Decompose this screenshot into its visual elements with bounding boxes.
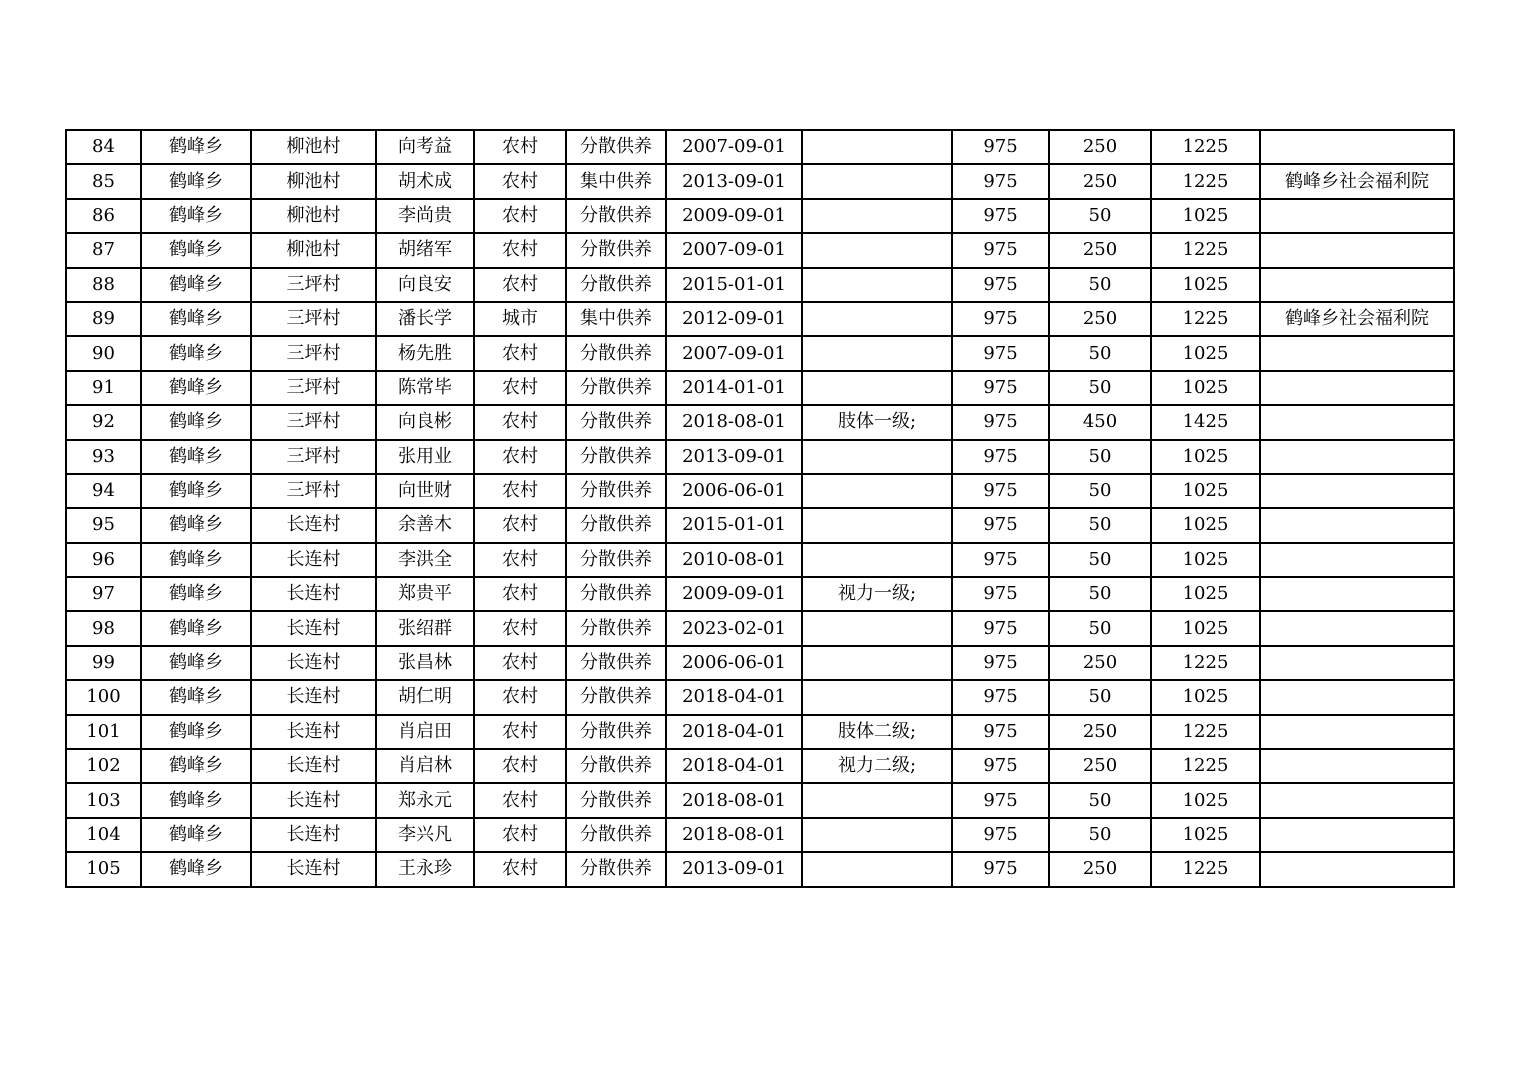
- care-amount-cell: 50: [1049, 371, 1151, 405]
- disability-cell: 视力一级;: [802, 577, 952, 611]
- township-cell: 鹤峰乡: [141, 440, 251, 474]
- village-cell: 三坪村: [251, 371, 376, 405]
- township-cell: 鹤峰乡: [141, 268, 251, 302]
- row-index-cell: 103: [66, 783, 141, 817]
- household-type-cell: 农村: [474, 783, 566, 817]
- name-cell: 张用业: [376, 440, 474, 474]
- care-amount-cell: 50: [1049, 199, 1151, 233]
- basic-amount-cell: 975: [952, 543, 1049, 577]
- institution-cell: [1260, 715, 1454, 749]
- household-type-cell: 农村: [474, 577, 566, 611]
- name-cell: 胡术成: [376, 164, 474, 198]
- total-amount-cell: 1225: [1151, 852, 1260, 886]
- basic-amount-cell: 975: [952, 199, 1049, 233]
- table-row: [66, 543, 1454, 577]
- table-row: [66, 577, 1454, 611]
- township-cell: 鹤峰乡: [141, 783, 251, 817]
- name-cell: 李兴凡: [376, 818, 474, 852]
- table-row: [66, 302, 1454, 336]
- care-amount-cell: 50: [1049, 440, 1151, 474]
- name-cell: 向良安: [376, 268, 474, 302]
- roster-sheet: [65, 129, 1455, 888]
- table-row: [66, 371, 1454, 405]
- care-amount-cell: 250: [1049, 130, 1151, 164]
- village-cell: 长连村: [251, 818, 376, 852]
- village-cell: 柳池村: [251, 233, 376, 267]
- row-index-cell: 105: [66, 852, 141, 886]
- household-type-cell: 农村: [474, 749, 566, 783]
- table-row: [66, 405, 1454, 439]
- disability-cell: [802, 268, 952, 302]
- name-cell: 胡绪军: [376, 233, 474, 267]
- total-amount-cell: 1225: [1151, 233, 1260, 267]
- village-cell: 三坪村: [251, 474, 376, 508]
- disability-cell: [802, 371, 952, 405]
- care-amount-cell: 50: [1049, 577, 1151, 611]
- township-cell: 鹤峰乡: [141, 646, 251, 680]
- household-type-cell: 城市: [474, 302, 566, 336]
- row-index-cell: 94: [66, 474, 141, 508]
- support-type-cell: 分散供养: [566, 440, 666, 474]
- household-type-cell: 农村: [474, 715, 566, 749]
- township-cell: 鹤峰乡: [141, 680, 251, 714]
- total-amount-cell: 1025: [1151, 783, 1260, 817]
- row-index-cell: 93: [66, 440, 141, 474]
- row-index-cell: 102: [66, 749, 141, 783]
- total-amount-cell: 1025: [1151, 818, 1260, 852]
- care-amount-cell: 50: [1049, 543, 1151, 577]
- basic-amount-cell: 975: [952, 440, 1049, 474]
- name-cell: 郑永元: [376, 783, 474, 817]
- disability-cell: [802, 130, 952, 164]
- total-amount-cell: 1025: [1151, 680, 1260, 714]
- table-row: [66, 611, 1454, 645]
- disability-cell: [802, 543, 952, 577]
- care-amount-cell: 250: [1049, 302, 1151, 336]
- support-type-cell: 分散供养: [566, 268, 666, 302]
- start-date-cell: 2009-09-01: [666, 199, 802, 233]
- table-row: [66, 233, 1454, 267]
- row-index-cell: 89: [66, 302, 141, 336]
- village-cell: 长连村: [251, 680, 376, 714]
- row-index-cell: 91: [66, 371, 141, 405]
- start-date-cell: 2010-08-01: [666, 543, 802, 577]
- disability-cell: [802, 302, 952, 336]
- care-amount-cell: 250: [1049, 715, 1151, 749]
- disability-cell: [802, 474, 952, 508]
- household-type-cell: 农村: [474, 233, 566, 267]
- start-date-cell: 2009-09-01: [666, 577, 802, 611]
- township-cell: 鹤峰乡: [141, 371, 251, 405]
- institution-cell: [1260, 268, 1454, 302]
- care-amount-cell: 250: [1049, 233, 1151, 267]
- household-type-cell: 农村: [474, 405, 566, 439]
- table-row: [66, 130, 1454, 164]
- roster-table: [65, 129, 1455, 888]
- basic-amount-cell: 975: [952, 611, 1049, 645]
- township-cell: 鹤峰乡: [141, 852, 251, 886]
- basic-amount-cell: 975: [952, 405, 1049, 439]
- basic-amount-cell: 975: [952, 130, 1049, 164]
- name-cell: 向世财: [376, 474, 474, 508]
- disability-cell: [802, 233, 952, 267]
- start-date-cell: 2018-04-01: [666, 715, 802, 749]
- name-cell: 张绍群: [376, 611, 474, 645]
- basic-amount-cell: 975: [952, 749, 1049, 783]
- village-cell: 三坪村: [251, 405, 376, 439]
- start-date-cell: 2006-06-01: [666, 474, 802, 508]
- total-amount-cell: 1025: [1151, 577, 1260, 611]
- township-cell: 鹤峰乡: [141, 199, 251, 233]
- support-type-cell: 分散供养: [566, 336, 666, 370]
- household-type-cell: 农村: [474, 268, 566, 302]
- start-date-cell: 2015-01-01: [666, 508, 802, 542]
- start-date-cell: 2018-04-01: [666, 680, 802, 714]
- disability-cell: 肢体一级;: [802, 405, 952, 439]
- name-cell: 向考益: [376, 130, 474, 164]
- total-amount-cell: 1225: [1151, 715, 1260, 749]
- township-cell: 鹤峰乡: [141, 543, 251, 577]
- table-row: [66, 164, 1454, 198]
- start-date-cell: 2006-06-01: [666, 646, 802, 680]
- name-cell: 杨先胜: [376, 336, 474, 370]
- institution-cell: [1260, 336, 1454, 370]
- table-row: [66, 336, 1454, 370]
- row-index-cell: 87: [66, 233, 141, 267]
- row-index-cell: 98: [66, 611, 141, 645]
- start-date-cell: 2014-01-01: [666, 371, 802, 405]
- total-amount-cell: 1225: [1151, 302, 1260, 336]
- support-type-cell: 分散供养: [566, 371, 666, 405]
- basic-amount-cell: 975: [952, 233, 1049, 267]
- total-amount-cell: 1025: [1151, 371, 1260, 405]
- institution-cell: [1260, 818, 1454, 852]
- care-amount-cell: 50: [1049, 783, 1151, 817]
- disability-cell: 肢体二级;: [802, 715, 952, 749]
- total-amount-cell: 1025: [1151, 474, 1260, 508]
- support-type-cell: 分散供养: [566, 577, 666, 611]
- start-date-cell: 2018-08-01: [666, 405, 802, 439]
- disability-cell: [802, 680, 952, 714]
- township-cell: 鹤峰乡: [141, 715, 251, 749]
- township-cell: 鹤峰乡: [141, 749, 251, 783]
- table-row: [66, 852, 1454, 886]
- support-type-cell: 分散供养: [566, 474, 666, 508]
- disability-cell: 视力二级;: [802, 749, 952, 783]
- township-cell: 鹤峰乡: [141, 233, 251, 267]
- start-date-cell: 2015-01-01: [666, 268, 802, 302]
- support-type-cell: 分散供养: [566, 508, 666, 542]
- row-index-cell: 96: [66, 543, 141, 577]
- support-type-cell: 分散供养: [566, 130, 666, 164]
- village-cell: 三坪村: [251, 302, 376, 336]
- row-index-cell: 104: [66, 818, 141, 852]
- basic-amount-cell: 975: [952, 371, 1049, 405]
- table-row: [66, 268, 1454, 302]
- name-cell: 张昌林: [376, 646, 474, 680]
- start-date-cell: 2007-09-01: [666, 233, 802, 267]
- household-type-cell: 农村: [474, 852, 566, 886]
- support-type-cell: 分散供养: [566, 852, 666, 886]
- support-type-cell: 分散供养: [566, 818, 666, 852]
- basic-amount-cell: 975: [952, 577, 1049, 611]
- village-cell: 三坪村: [251, 268, 376, 302]
- care-amount-cell: 250: [1049, 852, 1151, 886]
- name-cell: 王永珍: [376, 852, 474, 886]
- start-date-cell: 2007-09-01: [666, 336, 802, 370]
- total-amount-cell: 1025: [1151, 199, 1260, 233]
- support-type-cell: 分散供养: [566, 646, 666, 680]
- care-amount-cell: 50: [1049, 336, 1151, 370]
- start-date-cell: 2007-09-01: [666, 130, 802, 164]
- institution-cell: [1260, 783, 1454, 817]
- support-type-cell: 分散供养: [566, 715, 666, 749]
- village-cell: 柳池村: [251, 164, 376, 198]
- village-cell: 三坪村: [251, 440, 376, 474]
- household-type-cell: 农村: [474, 474, 566, 508]
- basic-amount-cell: 975: [952, 680, 1049, 714]
- start-date-cell: 2018-08-01: [666, 783, 802, 817]
- village-cell: 三坪村: [251, 336, 376, 370]
- total-amount-cell: 1025: [1151, 336, 1260, 370]
- row-index-cell: 90: [66, 336, 141, 370]
- household-type-cell: 农村: [474, 336, 566, 370]
- disability-cell: [802, 199, 952, 233]
- household-type-cell: 农村: [474, 646, 566, 680]
- care-amount-cell: 50: [1049, 680, 1151, 714]
- total-amount-cell: 1225: [1151, 130, 1260, 164]
- table-row: [66, 508, 1454, 542]
- household-type-cell: 农村: [474, 543, 566, 577]
- care-amount-cell: 250: [1049, 749, 1151, 783]
- care-amount-cell: 50: [1049, 818, 1151, 852]
- care-amount-cell: 50: [1049, 268, 1151, 302]
- township-cell: 鹤峰乡: [141, 130, 251, 164]
- township-cell: 鹤峰乡: [141, 611, 251, 645]
- care-amount-cell: 50: [1049, 474, 1151, 508]
- institution-cell: 鹤峰乡社会福利院: [1260, 164, 1454, 198]
- township-cell: 鹤峰乡: [141, 164, 251, 198]
- table-row: [66, 715, 1454, 749]
- row-index-cell: 95: [66, 508, 141, 542]
- total-amount-cell: 1025: [1151, 543, 1260, 577]
- institution-cell: 鹤峰乡社会福利院: [1260, 302, 1454, 336]
- township-cell: 鹤峰乡: [141, 302, 251, 336]
- name-cell: 郑贵平: [376, 577, 474, 611]
- disability-cell: [802, 783, 952, 817]
- disability-cell: [802, 818, 952, 852]
- name-cell: 陈常毕: [376, 371, 474, 405]
- support-type-cell: 分散供养: [566, 680, 666, 714]
- name-cell: 李洪全: [376, 543, 474, 577]
- row-index-cell: 97: [66, 577, 141, 611]
- village-cell: 长连村: [251, 543, 376, 577]
- institution-cell: [1260, 646, 1454, 680]
- row-index-cell: 84: [66, 130, 141, 164]
- village-cell: 长连村: [251, 715, 376, 749]
- basic-amount-cell: 975: [952, 852, 1049, 886]
- basic-amount-cell: 975: [952, 818, 1049, 852]
- village-cell: 长连村: [251, 852, 376, 886]
- household-type-cell: 农村: [474, 440, 566, 474]
- disability-cell: [802, 852, 952, 886]
- support-type-cell: 集中供养: [566, 302, 666, 336]
- disability-cell: [802, 646, 952, 680]
- name-cell: 李尚贵: [376, 199, 474, 233]
- support-type-cell: 分散供养: [566, 783, 666, 817]
- institution-cell: [1260, 440, 1454, 474]
- row-index-cell: 86: [66, 199, 141, 233]
- village-cell: 柳池村: [251, 130, 376, 164]
- table-row: [66, 440, 1454, 474]
- basic-amount-cell: 975: [952, 646, 1049, 680]
- basic-amount-cell: 975: [952, 302, 1049, 336]
- institution-cell: [1260, 508, 1454, 542]
- table-row: [66, 818, 1454, 852]
- institution-cell: [1260, 611, 1454, 645]
- township-cell: 鹤峰乡: [141, 336, 251, 370]
- township-cell: 鹤峰乡: [141, 508, 251, 542]
- start-date-cell: 2018-04-01: [666, 749, 802, 783]
- institution-cell: [1260, 852, 1454, 886]
- institution-cell: [1260, 474, 1454, 508]
- support-type-cell: 集中供养: [566, 164, 666, 198]
- table-row: [66, 680, 1454, 714]
- total-amount-cell: 1425: [1151, 405, 1260, 439]
- institution-cell: [1260, 680, 1454, 714]
- name-cell: 肖启田: [376, 715, 474, 749]
- institution-cell: [1260, 371, 1454, 405]
- total-amount-cell: 1025: [1151, 611, 1260, 645]
- table-row: [66, 646, 1454, 680]
- township-cell: 鹤峰乡: [141, 474, 251, 508]
- basic-amount-cell: 975: [952, 715, 1049, 749]
- table-row: [66, 783, 1454, 817]
- institution-cell: [1260, 577, 1454, 611]
- row-index-cell: 92: [66, 405, 141, 439]
- basic-amount-cell: 975: [952, 508, 1049, 542]
- start-date-cell: 2013-09-01: [666, 164, 802, 198]
- row-index-cell: 85: [66, 164, 141, 198]
- row-index-cell: 88: [66, 268, 141, 302]
- care-amount-cell: 250: [1049, 164, 1151, 198]
- institution-cell: [1260, 199, 1454, 233]
- start-date-cell: 2023-02-01: [666, 611, 802, 645]
- start-date-cell: 2012-09-01: [666, 302, 802, 336]
- village-cell: 长连村: [251, 783, 376, 817]
- support-type-cell: 分散供养: [566, 405, 666, 439]
- total-amount-cell: 1025: [1151, 440, 1260, 474]
- basic-amount-cell: 975: [952, 336, 1049, 370]
- household-type-cell: 农村: [474, 611, 566, 645]
- disability-cell: [802, 440, 952, 474]
- basic-amount-cell: 975: [952, 164, 1049, 198]
- name-cell: 余善木: [376, 508, 474, 542]
- row-index-cell: 100: [66, 680, 141, 714]
- household-type-cell: 农村: [474, 130, 566, 164]
- start-date-cell: 2013-09-01: [666, 852, 802, 886]
- name-cell: 胡仁明: [376, 680, 474, 714]
- name-cell: 向良彬: [376, 405, 474, 439]
- total-amount-cell: 1225: [1151, 749, 1260, 783]
- care-amount-cell: 50: [1049, 611, 1151, 645]
- institution-cell: [1260, 233, 1454, 267]
- household-type-cell: 农村: [474, 199, 566, 233]
- total-amount-cell: 1225: [1151, 646, 1260, 680]
- household-type-cell: 农村: [474, 680, 566, 714]
- basic-amount-cell: 975: [952, 783, 1049, 817]
- household-type-cell: 农村: [474, 371, 566, 405]
- village-cell: 长连村: [251, 611, 376, 645]
- institution-cell: [1260, 405, 1454, 439]
- row-index-cell: 101: [66, 715, 141, 749]
- table-row: [66, 199, 1454, 233]
- total-amount-cell: 1025: [1151, 268, 1260, 302]
- village-cell: 长连村: [251, 749, 376, 783]
- institution-cell: [1260, 130, 1454, 164]
- township-cell: 鹤峰乡: [141, 818, 251, 852]
- household-type-cell: 农村: [474, 164, 566, 198]
- basic-amount-cell: 975: [952, 474, 1049, 508]
- name-cell: 潘长学: [376, 302, 474, 336]
- institution-cell: [1260, 749, 1454, 783]
- start-date-cell: 2018-08-01: [666, 818, 802, 852]
- total-amount-cell: 1025: [1151, 508, 1260, 542]
- disability-cell: [802, 336, 952, 370]
- total-amount-cell: 1225: [1151, 164, 1260, 198]
- disability-cell: [802, 508, 952, 542]
- care-amount-cell: 50: [1049, 508, 1151, 542]
- care-amount-cell: 250: [1049, 646, 1151, 680]
- support-type-cell: 分散供养: [566, 611, 666, 645]
- village-cell: 长连村: [251, 577, 376, 611]
- institution-cell: [1260, 543, 1454, 577]
- household-type-cell: 农村: [474, 508, 566, 542]
- start-date-cell: 2013-09-01: [666, 440, 802, 474]
- township-cell: 鹤峰乡: [141, 405, 251, 439]
- support-type-cell: 分散供养: [566, 749, 666, 783]
- care-amount-cell: 450: [1049, 405, 1151, 439]
- disability-cell: [802, 164, 952, 198]
- village-cell: 长连村: [251, 646, 376, 680]
- support-type-cell: 分散供养: [566, 543, 666, 577]
- roster-body: [66, 130, 1454, 887]
- support-type-cell: 分散供养: [566, 199, 666, 233]
- table-row: [66, 474, 1454, 508]
- support-type-cell: 分散供养: [566, 233, 666, 267]
- disability-cell: [802, 611, 952, 645]
- name-cell: 肖启林: [376, 749, 474, 783]
- village-cell: 长连村: [251, 508, 376, 542]
- basic-amount-cell: 975: [952, 268, 1049, 302]
- village-cell: 柳池村: [251, 199, 376, 233]
- row-index-cell: 99: [66, 646, 141, 680]
- table-row: [66, 749, 1454, 783]
- household-type-cell: 农村: [474, 818, 566, 852]
- township-cell: 鹤峰乡: [141, 577, 251, 611]
